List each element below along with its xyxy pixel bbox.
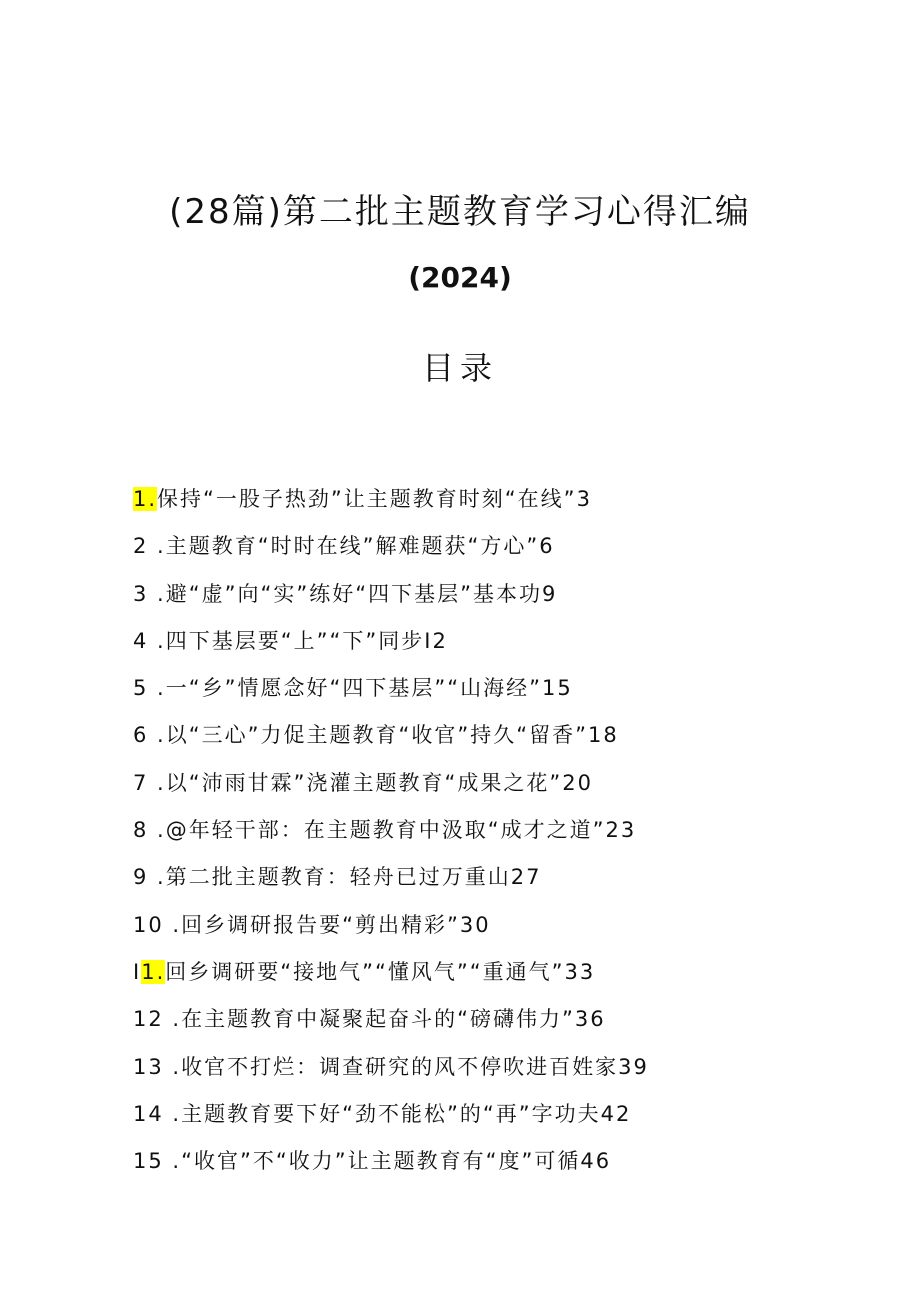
toc-item-page-number: 6 — [539, 534, 555, 559]
toc-list — [133, 481, 893, 1190]
toc-item[interactable] — [133, 765, 893, 812]
toc-item-title: 收官不打烂：调查研究的风不停吹进百姓家 — [181, 1054, 619, 1079]
toc-item-number — [133, 954, 165, 990]
toc-item-number-prefix: 6 . — [133, 723, 166, 748]
toc-item-number — [133, 1143, 181, 1179]
toc-item-title: 以“三心”力促主题教育“收官”持久“留香” — [165, 723, 588, 748]
toc-item-number-prefix: 7 . — [133, 770, 166, 795]
toc-item-number — [133, 859, 166, 895]
toc-item-number-prefix: I — [133, 959, 142, 984]
toc-item-page-number: 27 — [510, 865, 542, 890]
toc-item-number-prefix: 13 . — [133, 1054, 182, 1079]
toc-item-number — [133, 528, 166, 564]
toc-item[interactable] — [133, 954, 893, 1001]
toc-item-title: “收官”不“收力”让主题教育有“度”可循 — [181, 1149, 581, 1174]
toc-item[interactable] — [133, 1096, 893, 1143]
toc-item[interactable] — [133, 1143, 893, 1190]
toc-item-number — [133, 481, 157, 517]
toc-item-page-number: 42 — [600, 1101, 632, 1126]
toc-item-number-prefix: 14 . — [133, 1101, 182, 1126]
toc-item-title: 主题教育“时时在线”解难题获“方心” — [165, 534, 540, 559]
toc-item-page-number: 36 — [574, 1007, 606, 1032]
toc-item-page-number: 46 — [580, 1149, 612, 1174]
toc-item-title: 主题教育要下好“劲不能松”的“再”字功夫 — [181, 1101, 601, 1126]
toc-item-title: 回乡调研要“接地气”“懂风气”“重通气” — [165, 959, 565, 984]
document-year: (2024) — [408, 261, 512, 294]
toc-item[interactable] — [133, 576, 893, 623]
toc-item-number-highlight: 1. — [133, 487, 158, 511]
toc-item-title: 以“沛雨甘霖”浇灌主题教育“成果之花” — [165, 770, 563, 795]
toc-item-page-number: 33 — [564, 959, 596, 984]
toc-item-number — [133, 717, 166, 753]
toc-item[interactable] — [133, 859, 893, 906]
toc-heading: 目录 — [421, 349, 498, 387]
toc-item[interactable] — [133, 1049, 893, 1096]
toc-item-number — [133, 670, 166, 706]
toc-item-page-number: 23 — [605, 818, 637, 843]
toc-item-number — [133, 765, 166, 801]
toc-item-title: 保持“一股子热劲”让主题教育时刻“在线” — [157, 487, 577, 511]
toc-item-number-prefix: 8 . — [133, 818, 166, 843]
toc-item-number — [133, 1049, 181, 1085]
toc-item-number — [133, 576, 166, 612]
toc-item-number — [133, 1001, 181, 1037]
toc-item[interactable] — [133, 481, 893, 528]
toc-item-page-number: 3 — [576, 487, 592, 511]
document-title: (28篇)第二批主题教育学习心得汇编 — [169, 192, 751, 232]
toc-item-number-highlight: 1. — [141, 959, 166, 984]
toc-item-page-number: I2 — [424, 628, 448, 653]
toc-item-page-number: 39 — [618, 1054, 649, 1079]
toc-item-number-prefix: 10 . — [133, 912, 182, 937]
toc-item-number — [133, 907, 181, 943]
toc-item-title: 避“虚”向“实”练好“四下基层”基本功 — [165, 581, 542, 606]
toc-item-number-prefix: 9 . — [133, 865, 166, 890]
toc-item-page-number: 15 — [542, 676, 573, 701]
toc-item[interactable] — [133, 670, 893, 717]
toc-item-title: 一“乡”情愿念好“四下基层”“山海经” — [165, 676, 542, 701]
toc-item[interactable] — [133, 623, 893, 670]
toc-item-number — [133, 623, 166, 659]
toc-item[interactable] — [133, 812, 893, 859]
toc-item[interactable] — [133, 1001, 893, 1048]
toc-item-title: 回乡调研报告要“剪出精彩” — [181, 912, 460, 937]
toc-item-number-prefix: 3 . — [133, 581, 166, 606]
toc-item-page-number: 18 — [588, 723, 619, 748]
toc-item-page-number: 30 — [459, 912, 491, 937]
toc-item-number-prefix: 5 . — [133, 676, 166, 701]
toc-item-number-prefix: 12 . — [133, 1007, 182, 1032]
toc-item[interactable] — [133, 717, 893, 764]
toc-item-number — [133, 1096, 181, 1132]
toc-item-number-prefix: 15 . — [133, 1149, 182, 1174]
toc-item[interactable] — [133, 528, 893, 575]
toc-item-page-number: 9 — [542, 581, 558, 606]
toc-item-title: 第二批主题教育：轻舟已过万重山 — [165, 865, 511, 890]
toc-item[interactable] — [133, 907, 893, 954]
toc-item-number-prefix: 2 . — [133, 534, 166, 559]
toc-item-page-number: 20 — [562, 770, 593, 795]
toc-item-title: 四下基层要“上”“下”同步 — [165, 628, 425, 653]
toc-item-title: @年轻干部：在主题教育中汲取“成才之道” — [165, 818, 606, 843]
toc-item-title: 在主题教育中凝聚起奋斗的“磅礴伟力” — [181, 1007, 575, 1032]
toc-item-number-prefix: 4 . — [133, 628, 166, 653]
toc-item-number — [133, 812, 166, 848]
